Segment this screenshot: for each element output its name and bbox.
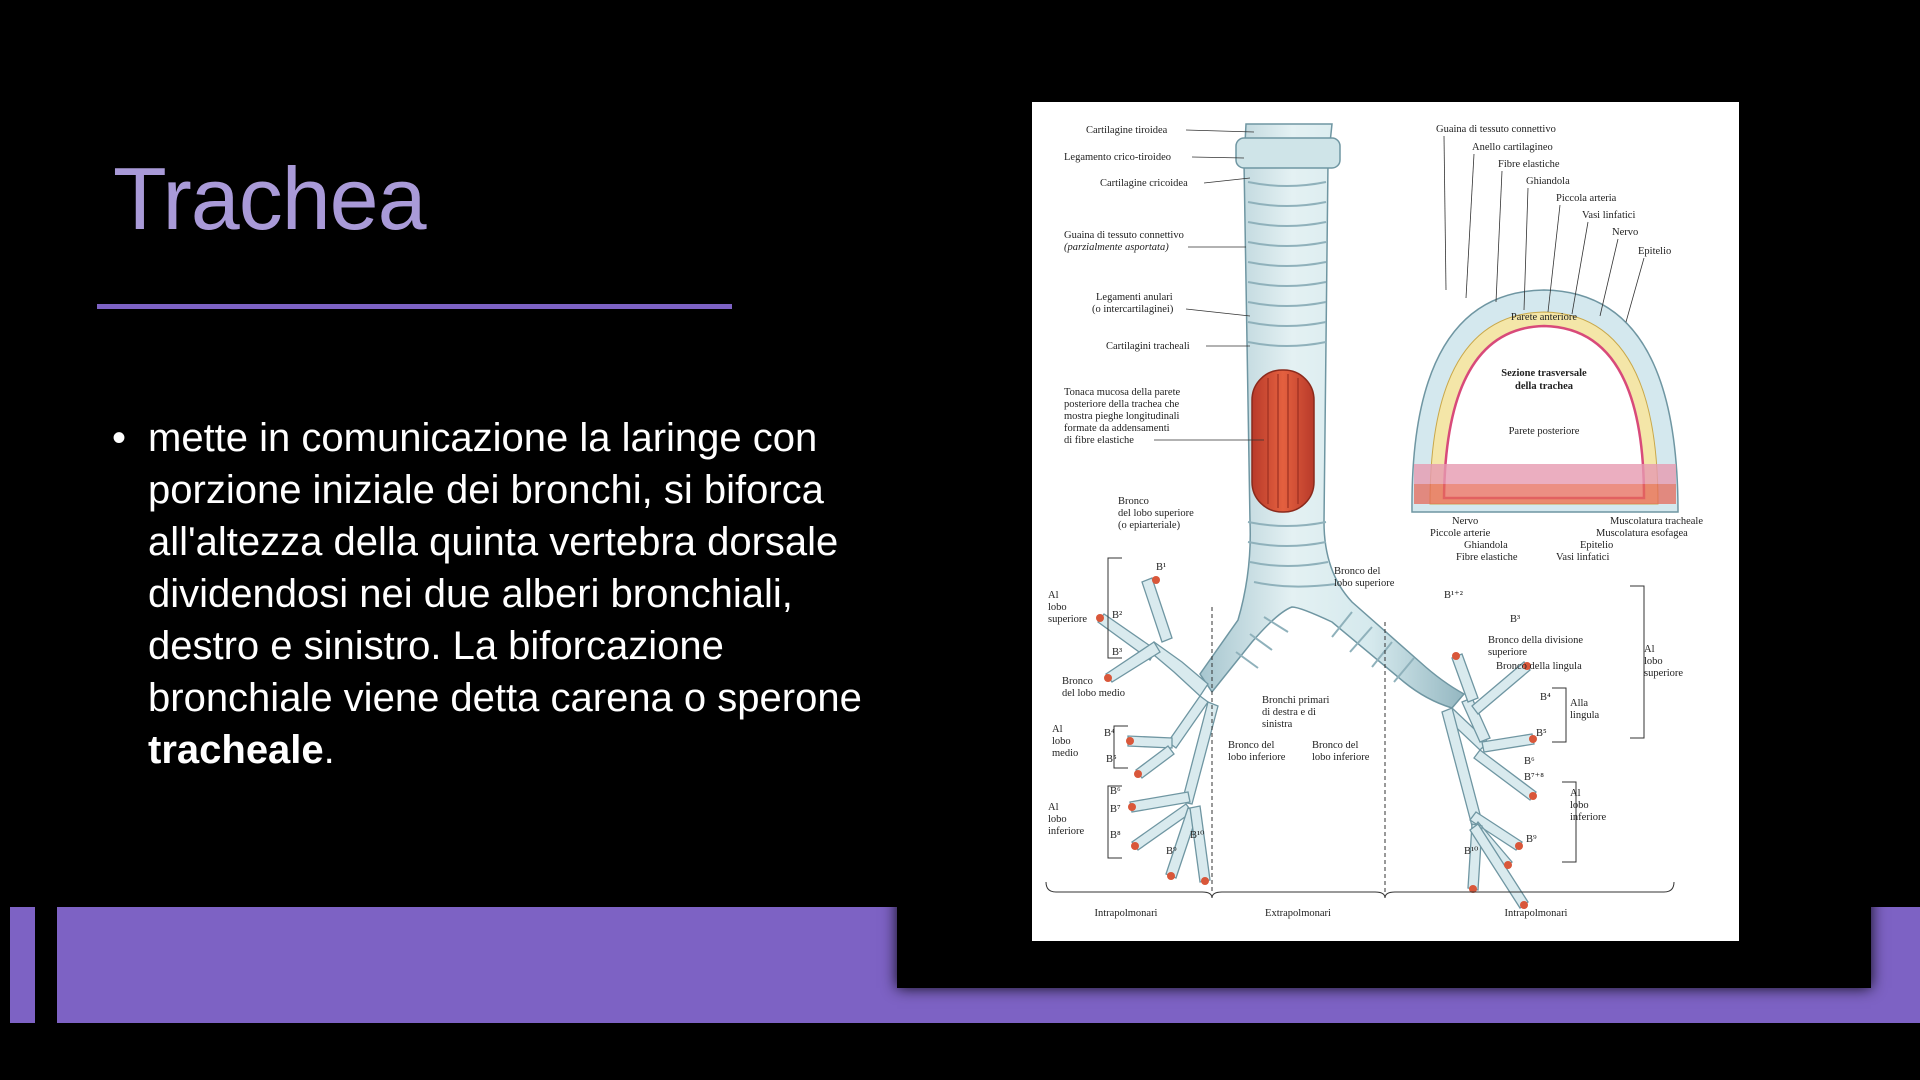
svg-text:lobo: lobo: [1048, 814, 1067, 825]
svg-text:Al: Al: [1048, 802, 1059, 813]
svg-text:Bronco: Bronco: [1118, 496, 1149, 507]
bullet-bold-text: tracheale: [148, 728, 324, 772]
svg-text:B¹⁰: B¹⁰: [1464, 846, 1479, 857]
svg-text:Cartilagine tiroidea: Cartilagine tiroidea: [1086, 125, 1168, 136]
svg-text:Piccola arteria: Piccola arteria: [1556, 193, 1617, 204]
svg-text:Guaina di tessuto connettivo: Guaina di tessuto connettivo: [1436, 124, 1556, 135]
left-labels: [1064, 125, 1190, 446]
svg-text:lingula: lingula: [1570, 710, 1600, 721]
svg-text:Al: Al: [1570, 788, 1581, 799]
svg-text:Vasi linfatici: Vasi linfatici: [1556, 552, 1610, 563]
svg-text:medio: medio: [1052, 748, 1079, 759]
svg-text:Sezione trasversale: Sezione trasversale: [1501, 368, 1587, 379]
svg-text:Parete posteriore: Parete posteriore: [1508, 426, 1580, 437]
svg-text:Piccole arterie: Piccole arterie: [1430, 528, 1491, 539]
svg-text:B¹⁺²: B¹⁺²: [1444, 590, 1463, 601]
bullet-suffix: .: [323, 728, 335, 772]
svg-text:Epitelio: Epitelio: [1580, 540, 1614, 551]
svg-text:Muscolatura esofagea: Muscolatura esofagea: [1596, 528, 1688, 539]
svg-text:lobo inferiore: lobo inferiore: [1228, 752, 1286, 763]
section-bottom-labels: [1430, 516, 1703, 563]
svg-text:Nervo: Nervo: [1612, 227, 1639, 238]
bottom-labels: [1095, 908, 1568, 919]
svg-text:B⁷⁺⁸: B⁷⁺⁸: [1524, 772, 1544, 783]
svg-text:Ghiandola: Ghiandola: [1464, 540, 1508, 551]
svg-text:Bronco della divisione: Bronco della divisione: [1488, 635, 1584, 646]
svg-text:mostra pieghe longitudinali: mostra pieghe longitudinali: [1064, 411, 1180, 422]
svg-text:Legamento crico-tiroideo: Legamento crico-tiroideo: [1064, 152, 1171, 163]
svg-text:inferiore: inferiore: [1048, 826, 1085, 837]
svg-text:B⁹: B⁹: [1166, 846, 1177, 857]
svg-text:B⁹: B⁹: [1526, 834, 1537, 845]
bullet-list: [112, 412, 902, 782]
trachea-illustration: [1032, 102, 1739, 941]
slide-title: Trachea: [113, 149, 426, 248]
svg-text:Bronco del: Bronco del: [1334, 566, 1381, 577]
svg-text:Extrapolmonari: Extrapolmonari: [1265, 908, 1331, 919]
svg-text:Bronco del: Bronco del: [1312, 740, 1359, 751]
svg-text:Fibre elastiche: Fibre elastiche: [1456, 552, 1518, 563]
svg-text:B⁵: B⁵: [1106, 754, 1117, 765]
svg-text:B¹⁰: B¹⁰: [1190, 830, 1205, 841]
bullet-glyph: •: [112, 416, 127, 460]
svg-text:Al: Al: [1052, 724, 1063, 735]
svg-text:Vasi linfatici: Vasi linfatici: [1582, 210, 1636, 221]
svg-text:B⁶: B⁶: [1524, 756, 1535, 767]
svg-text:del lobo medio: del lobo medio: [1062, 688, 1125, 699]
svg-text:Fibre elastiche: Fibre elastiche: [1498, 159, 1560, 170]
svg-text:Bronco del: Bronco del: [1228, 740, 1275, 751]
svg-text:Parete anteriore: Parete anteriore: [1510, 312, 1578, 323]
svg-text:B⁴: B⁴: [1104, 728, 1115, 739]
svg-text:sinistra: sinistra: [1262, 719, 1293, 730]
svg-text:B⁸: B⁸: [1110, 830, 1121, 841]
svg-text:B⁷: B⁷: [1110, 804, 1121, 815]
svg-text:Guaina di tessuto connettivo: Guaina di tessuto connettivo: [1064, 230, 1184, 241]
svg-text:lobo: lobo: [1048, 602, 1067, 613]
svg-text:B³: B³: [1112, 647, 1123, 658]
svg-text:Nervo: Nervo: [1452, 516, 1479, 527]
svg-text:Bronco: Bronco: [1062, 676, 1093, 687]
svg-text:Anello cartilagineo: Anello cartilagineo: [1472, 142, 1553, 153]
svg-text:B⁶: B⁶: [1110, 786, 1121, 797]
svg-text:superiore: superiore: [1644, 668, 1684, 679]
svg-text:superiore: superiore: [1488, 647, 1528, 658]
svg-text:B⁴: B⁴: [1540, 692, 1551, 703]
svg-text:di destra e di: di destra e di: [1262, 707, 1316, 718]
svg-text:di fibre elastiche: di fibre elastiche: [1064, 435, 1134, 446]
svg-text:Alla: Alla: [1570, 698, 1589, 709]
svg-text:(o epiarteriale): (o epiarteriale): [1118, 520, 1181, 531]
svg-text:Bronco della lingula: Bronco della lingula: [1496, 661, 1582, 672]
svg-text:formate da addensamenti: formate da addensamenti: [1064, 423, 1170, 434]
bullet-text: mette in comunicazione la laringe con porzione iniziale dei bronchi, si biforca all'altezza della quinta vertebra dorsale dividendosi nei due alberi bronchiali, destro e sinistro. La biforcazione bronchiale viene detta carena o sperone: [148, 416, 862, 720]
title-underline: [97, 304, 732, 309]
svg-text:Intrapolmonari: Intrapolmonari: [1504, 908, 1568, 919]
svg-text:Tonaca mucosa della parete: Tonaca mucosa della parete: [1064, 387, 1181, 398]
svg-text:(o intercartilaginei): (o intercartilaginei): [1092, 304, 1174, 315]
svg-text:Al: Al: [1644, 644, 1655, 655]
svg-text:inferiore: inferiore: [1570, 812, 1607, 823]
svg-text:Bronchi primari: Bronchi primari: [1262, 695, 1330, 706]
bullet-item: [112, 412, 902, 776]
svg-text:Epitelio: Epitelio: [1638, 246, 1672, 257]
svg-text:Muscolatura tracheale: Muscolatura tracheale: [1610, 516, 1703, 527]
svg-text:lobo: lobo: [1570, 800, 1589, 811]
svg-text:Al: Al: [1048, 590, 1059, 601]
accent-band-left: [10, 907, 35, 1023]
svg-text:Ghiandola: Ghiandola: [1526, 176, 1570, 187]
svg-text:(parzialmente asportata): (parzialmente asportata): [1064, 242, 1169, 253]
svg-text:del lobo superiore: del lobo superiore: [1118, 508, 1194, 519]
svg-text:Legamenti anulari: Legamenti anulari: [1096, 292, 1173, 303]
svg-text:lobo inferiore: lobo inferiore: [1312, 752, 1370, 763]
svg-text:B³: B³: [1510, 614, 1521, 625]
trachea-cross-section: [1412, 290, 1678, 512]
svg-text:B¹: B¹: [1156, 562, 1167, 573]
svg-text:lobo: lobo: [1052, 736, 1071, 747]
svg-text:B²: B²: [1112, 610, 1123, 621]
svg-text:superiore: superiore: [1048, 614, 1088, 625]
svg-text:lobo superiore: lobo superiore: [1334, 578, 1395, 589]
svg-text:Cartilagini tracheali: Cartilagini tracheali: [1106, 341, 1190, 352]
svg-text:Cartilagine cricoidea: Cartilagine cricoidea: [1100, 178, 1188, 189]
svg-text:lobo: lobo: [1644, 656, 1663, 667]
svg-text:posteriore della trachea che: posteriore della trachea che: [1064, 399, 1180, 410]
svg-text:della trachea: della trachea: [1514, 381, 1574, 392]
svg-text:B⁵: B⁵: [1536, 728, 1547, 739]
svg-text:Intrapolmonari: Intrapolmonari: [1094, 908, 1158, 919]
section-top-labels: [1436, 124, 1671, 257]
